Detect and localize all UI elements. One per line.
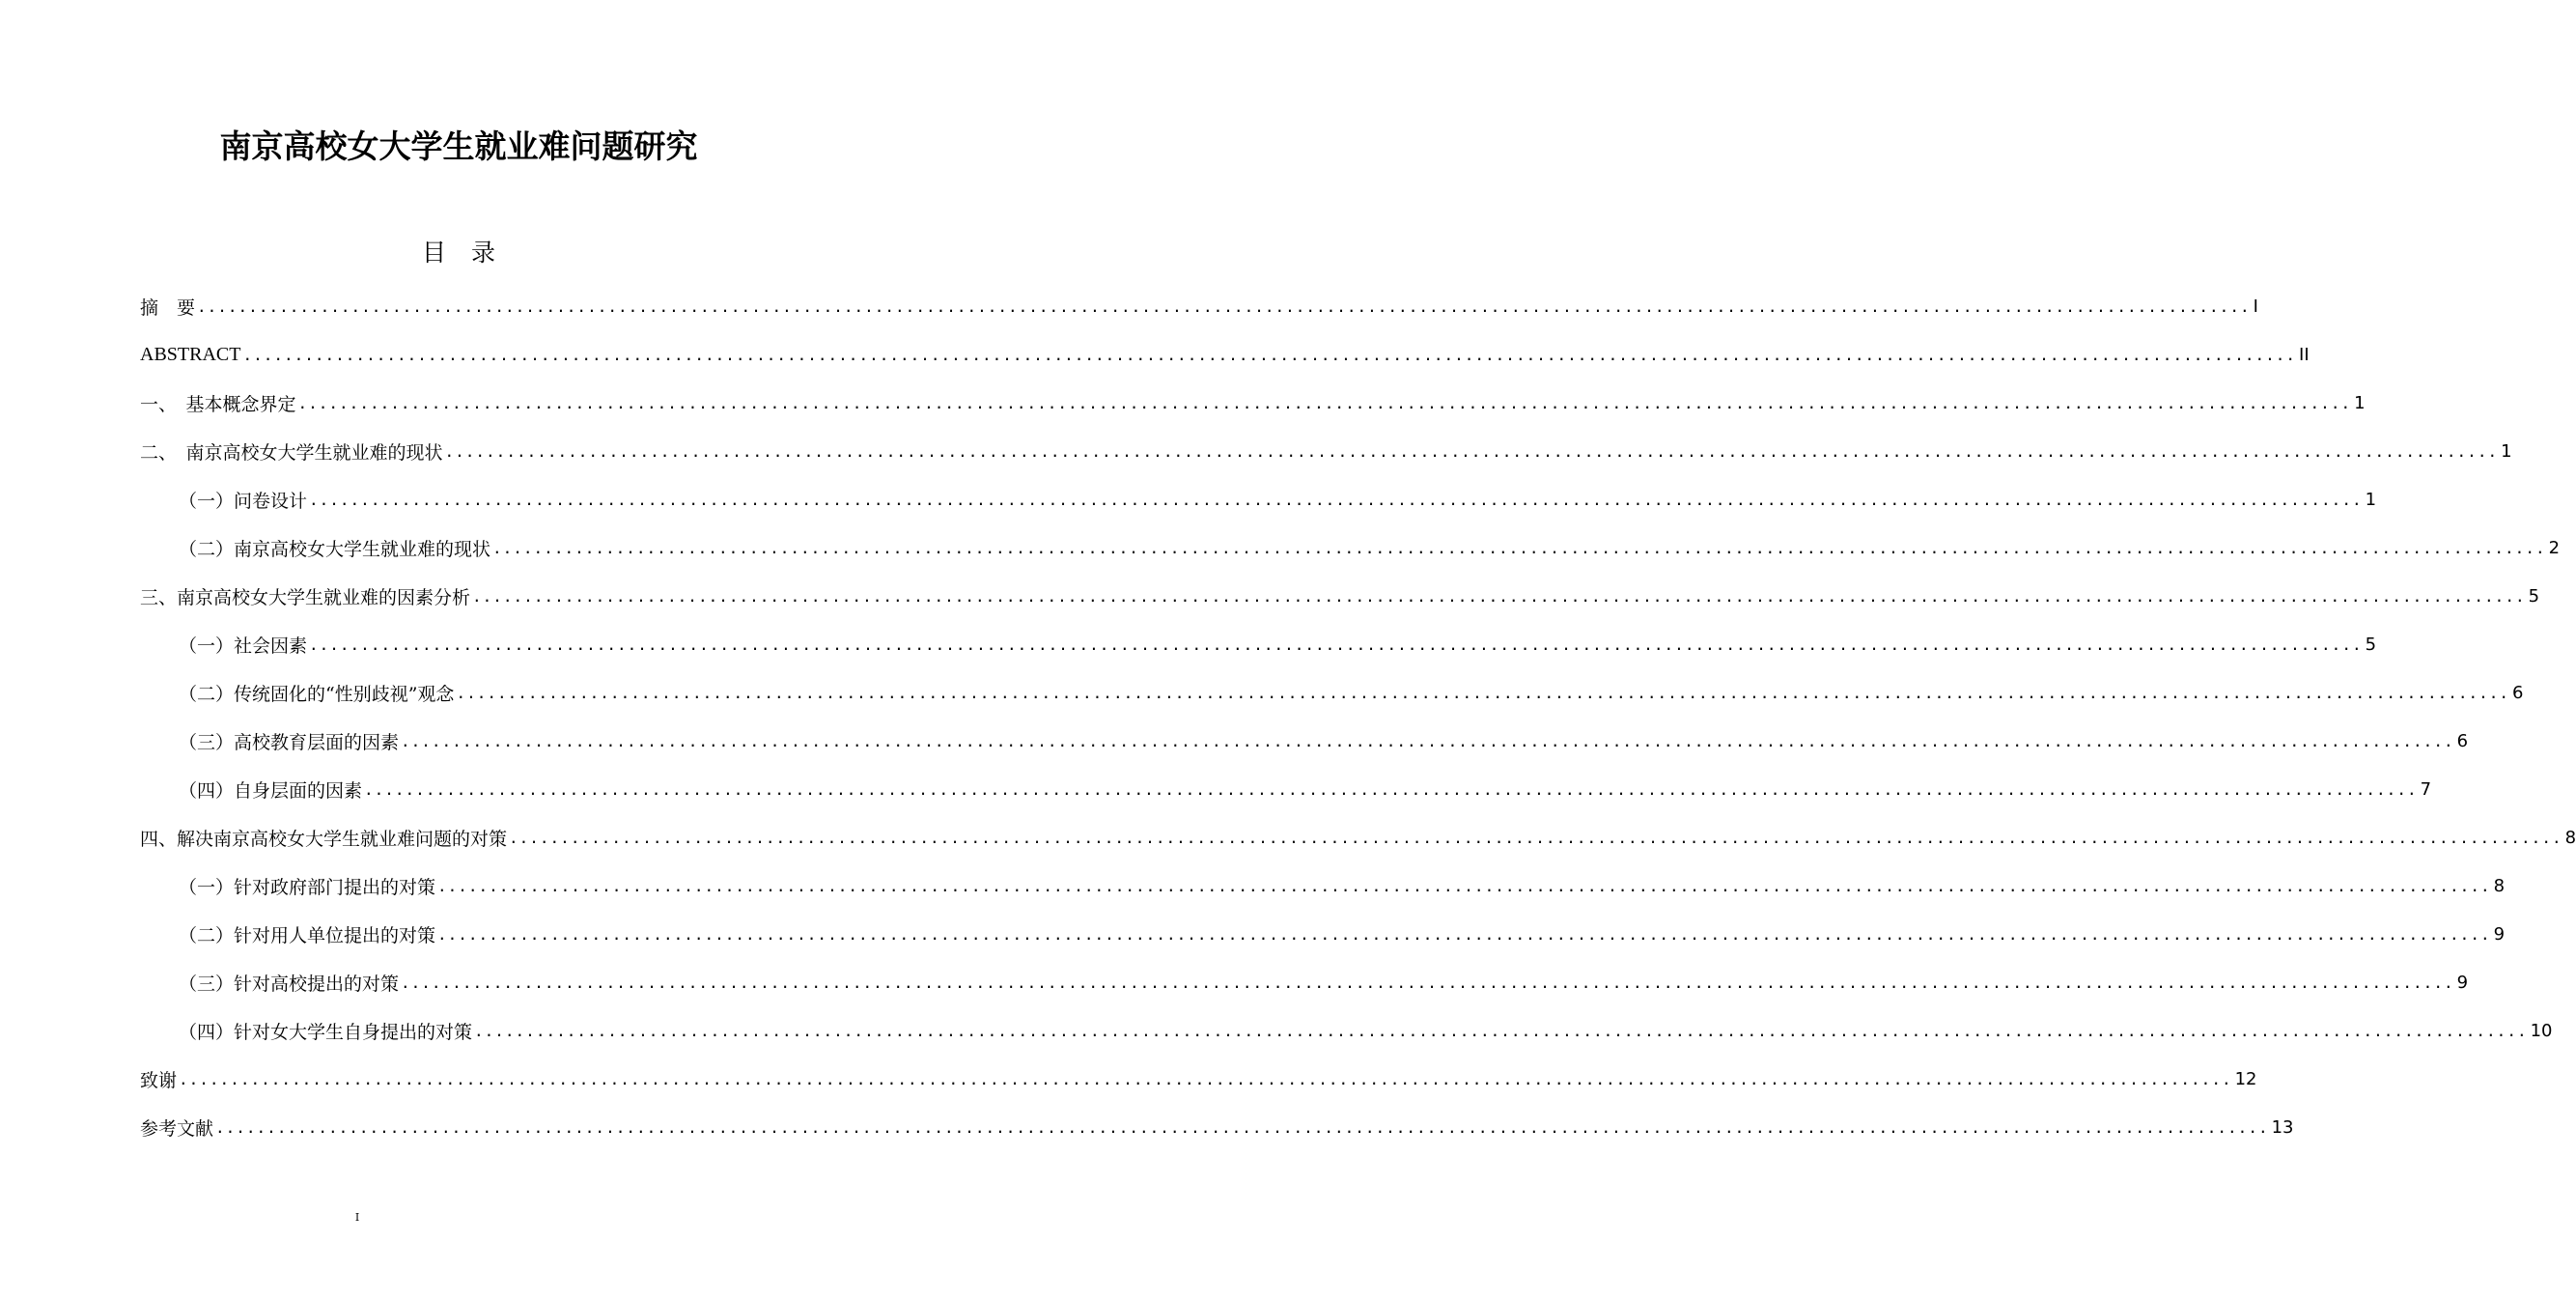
toc-entry-label: （二）南京高校女大学生就业难的现状	[179, 538, 491, 560]
toc-entry-label: 参考文献	[140, 1117, 214, 1140]
toc-entry-page: 12	[2234, 1068, 2257, 1089]
toc-leader-dots: ........................................................................................................................................................................................................	[242, 345, 2297, 364]
toc-entry-page: 1	[2365, 489, 2377, 510]
toc-leader-dots: ........................................................................................................................................................................................................	[444, 441, 2499, 461]
toc-entry-page: 9	[2456, 972, 2469, 993]
toc-entry-label: （四）针对女大学生自身提出的对策	[179, 1021, 473, 1043]
toc-entry[interactable]	[140, 620, 2377, 668]
toc-leader-dots: ........................................................................................................................................................................................................	[309, 635, 2363, 654]
toc-entry-page: 5	[2365, 634, 2377, 655]
page-number: I	[354, 1211, 360, 1224]
toc-entry[interactable]	[140, 1103, 2294, 1151]
toc-entry[interactable]	[140, 330, 2310, 379]
toc-entry[interactable]	[140, 1006, 2553, 1055]
toc-entry-page: 8	[2493, 875, 2506, 896]
toc-entry[interactable]	[140, 379, 2366, 427]
toc-entry[interactable]	[140, 572, 2540, 620]
page-footer	[0, 1211, 917, 1224]
toc-entry[interactable]	[140, 813, 2576, 861]
toc-leader-dots: ........................................................................................................................................................................................................	[437, 876, 2491, 895]
toc-entry[interactable]	[140, 427, 2512, 475]
toc-entry[interactable]	[140, 282, 2258, 330]
toc-entry-label: （一）社会因素	[179, 635, 308, 657]
toc-entry-label: （二）传统固化的“性别歧视”观念	[179, 683, 455, 705]
toc-entry-page: 10	[2530, 1020, 2553, 1041]
toc-entry-page: 6	[2512, 682, 2524, 703]
toc-entry-label: 四、解决南京高校女大学生就业难问题的对策	[140, 828, 508, 850]
toc-entry-label: （四）自身层面的因素	[179, 779, 363, 802]
toc-entry-label: （三）针对高校提出的对策	[179, 973, 400, 995]
toc-leader-dots: ........................................................................................................................................................................................................	[297, 393, 2352, 412]
toc-leader-dots: ........................................................................................................................................................................................................	[401, 973, 2454, 992]
toc-entry-page: 13	[2271, 1116, 2294, 1138]
toc-leader-dots: ........................................................................................................................................................................................................	[197, 296, 2251, 316]
toc-leader-dots: ........................................................................................................................................................................................................	[215, 1117, 2269, 1137]
toc-entry[interactable]	[140, 910, 2506, 958]
toc-entry-page: 9	[2493, 923, 2506, 945]
toc-entry[interactable]	[140, 717, 2469, 765]
toc-entry[interactable]	[140, 1055, 2257, 1103]
toc-leader-dots: ........................................................................................................................................................................................................	[437, 924, 2491, 944]
toc-entry-label: （一）针对政府部门提出的对策	[179, 876, 436, 898]
toc-entry-label: 一、 基本概念界定	[140, 393, 296, 415]
toc-entry-page: 8	[2564, 827, 2576, 848]
toc-leader-dots: ........................................................................................................................................................................................................	[509, 828, 2562, 847]
toc-entry[interactable]	[140, 475, 2377, 523]
toc-entry[interactable]	[140, 523, 2561, 572]
toc-entry-label: （一）问卷设计	[179, 490, 308, 512]
toc-leader-dots: ........................................................................................................................................................................................................	[492, 538, 2546, 557]
toc-heading: 目录	[421, 239, 520, 267]
toc-entry[interactable]	[140, 668, 2524, 717]
table-of-contents	[140, 282, 2576, 1151]
toc-leader-dots: ........................................................................................................................................................................................................	[474, 1021, 2528, 1040]
toc-entry-label: 摘 要	[140, 296, 196, 319]
toc-leader-dots: ........................................................................................................................................................................................................	[401, 731, 2454, 750]
toc-entry-label: ABSTRACT	[140, 343, 241, 365]
toc-entry-label: （二）针对用人单位提出的对策	[179, 924, 436, 946]
page-title: 南京高校女大学生就业难问题研究	[219, 127, 698, 165]
toc-entry-label: 三、南京高校女大学生就业难的因素分析	[140, 586, 471, 608]
toc-entry-page: II	[2299, 344, 2310, 365]
toc-leader-dots: ........................................................................................................................................................................................................	[456, 683, 2509, 702]
toc-entry-page: 1	[2354, 392, 2366, 413]
toc-entry-page: 7	[2420, 778, 2432, 800]
toc-entry-page: 5	[2528, 585, 2540, 607]
toc-entry[interactable]	[140, 861, 2506, 910]
toc-entry-page: I	[2253, 296, 2258, 317]
toc-entry[interactable]	[140, 765, 2432, 813]
toc-entry-label: （三）高校教育层面的因素	[179, 731, 400, 753]
toc-leader-dots: ........................................................................................................................................................................................................	[364, 779, 2418, 799]
toc-entry-page: 1	[2501, 440, 2512, 462]
toc-leader-dots: ........................................................................................................................................................................................................	[179, 1069, 2232, 1088]
toc-entry-label: 致谢	[140, 1069, 178, 1091]
toc-entry-page: 2	[2548, 537, 2561, 558]
toc-entry-page: 6	[2456, 730, 2469, 751]
toc-entry[interactable]	[140, 958, 2469, 1006]
toc-leader-dots: ........................................................................................................................................................................................................	[309, 490, 2363, 509]
toc-entry-label: 二、 南京高校女大学生就业难的现状	[140, 441, 443, 464]
toc-leader-dots: ........................................................................................................................................................................................................	[472, 586, 2526, 606]
